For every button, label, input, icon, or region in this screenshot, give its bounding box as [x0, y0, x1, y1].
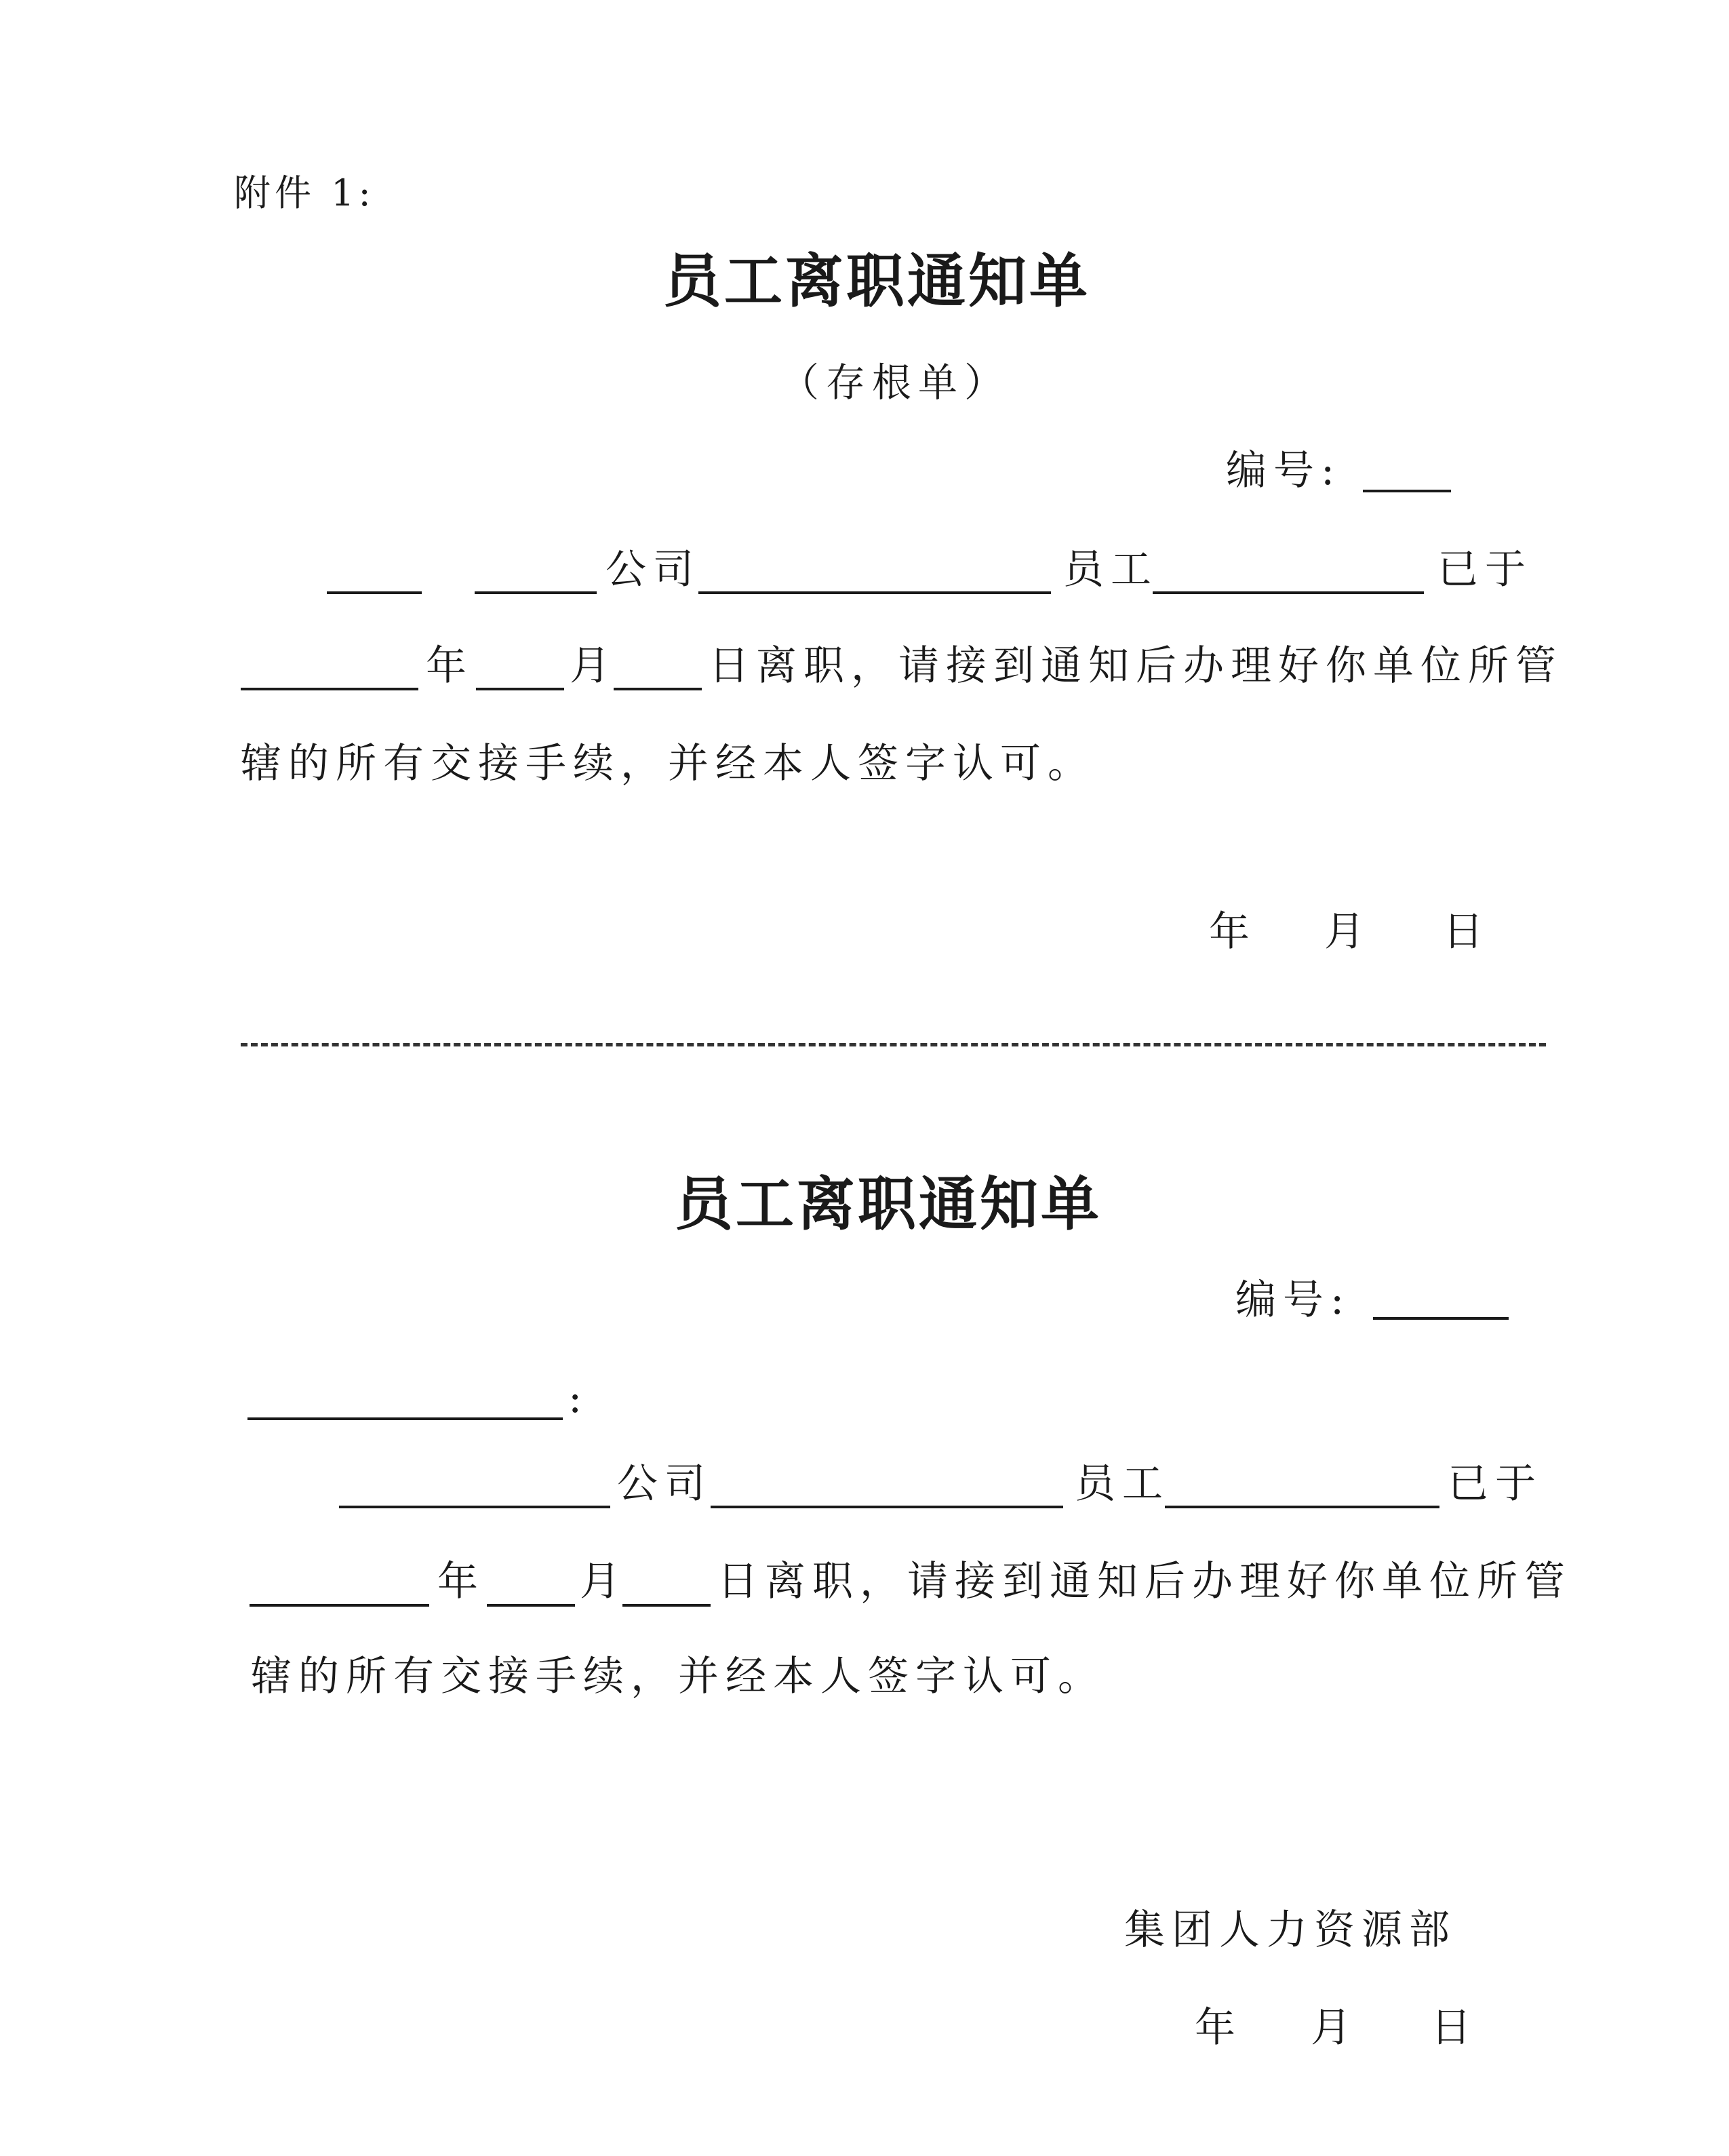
- stub-date-year: 年: [1209, 908, 1256, 956]
- stub-serial-blank[interactable]: [1363, 490, 1451, 492]
- stub-date-day: 日: [1443, 908, 1490, 956]
- notice-text-employee: 员工: [1075, 1460, 1170, 1508]
- notice-company-blank[interactable]: [339, 1506, 610, 1508]
- tear-line: [241, 1043, 1546, 1046]
- stub-blank-prefix[interactable]: [327, 591, 422, 594]
- stub-month-blank[interactable]: [476, 688, 564, 690]
- notice-text-year: 年: [437, 1558, 485, 1605]
- stub-text-already: 已于: [1437, 546, 1532, 593]
- notice-date-day: 日: [1431, 2004, 1478, 2052]
- notice-text-day-rest: 日离职，请接到通知后办理好你单位所管: [717, 1558, 1572, 1605]
- stub-text-employee: 员工: [1063, 546, 1158, 593]
- notice-serial-label: 编号:: [1235, 1276, 1351, 1324]
- notice-day-blank[interactable]: [622, 1604, 711, 1607]
- stub-text-year: 年: [426, 642, 473, 690]
- stub-company-blank[interactable]: [475, 591, 597, 594]
- notice-department-blank[interactable]: [711, 1506, 1063, 1508]
- stub-text-day-rest: 日离职，请接到通知后办理好你单位所管: [709, 642, 1563, 690]
- stub-title: 员工离职通知单: [663, 247, 1090, 315]
- notice-issuer: 集团人力资源部: [1124, 1906, 1456, 1954]
- notice-addressee-blank[interactable]: [247, 1417, 563, 1420]
- notice-text-already: 已于: [1448, 1460, 1543, 1508]
- stub-department-blank[interactable]: [698, 591, 1051, 594]
- stub-employee-name-blank[interactable]: [1153, 591, 1424, 594]
- stub-subtitle: （存根单）: [780, 359, 1011, 406]
- notice-year-blank[interactable]: [250, 1604, 429, 1607]
- notice-text-line3: 辖的所有交接手续，并经本人签字认可。: [251, 1653, 1105, 1700]
- notice-date-month: 月: [1311, 2004, 1358, 2052]
- notice-text-month: 月: [580, 1558, 627, 1605]
- stub-serial-label: 编号:: [1226, 447, 1342, 494]
- notice-text-company: 公司: [617, 1460, 712, 1508]
- notice-employee-name-blank[interactable]: [1165, 1506, 1439, 1508]
- notice-month-blank[interactable]: [487, 1604, 575, 1607]
- notice-title: 员工离职通知单: [675, 1170, 1102, 1238]
- stub-date-month: 月: [1324, 908, 1372, 956]
- stub-year-blank[interactable]: [241, 688, 418, 690]
- stub-text-company: 公司: [605, 546, 700, 593]
- stub-day-blank[interactable]: [614, 688, 702, 690]
- notice-addressee-colon: :: [568, 1375, 589, 1422]
- notice-serial-blank[interactable]: [1373, 1317, 1509, 1320]
- stub-text-line3: 辖的所有交接手续，并经本人签字认可。: [241, 740, 1095, 787]
- attachment-label: 附件 1:: [234, 172, 375, 214]
- stub-text-month: 月: [570, 642, 617, 690]
- notice-date-year: 年: [1195, 2004, 1242, 2052]
